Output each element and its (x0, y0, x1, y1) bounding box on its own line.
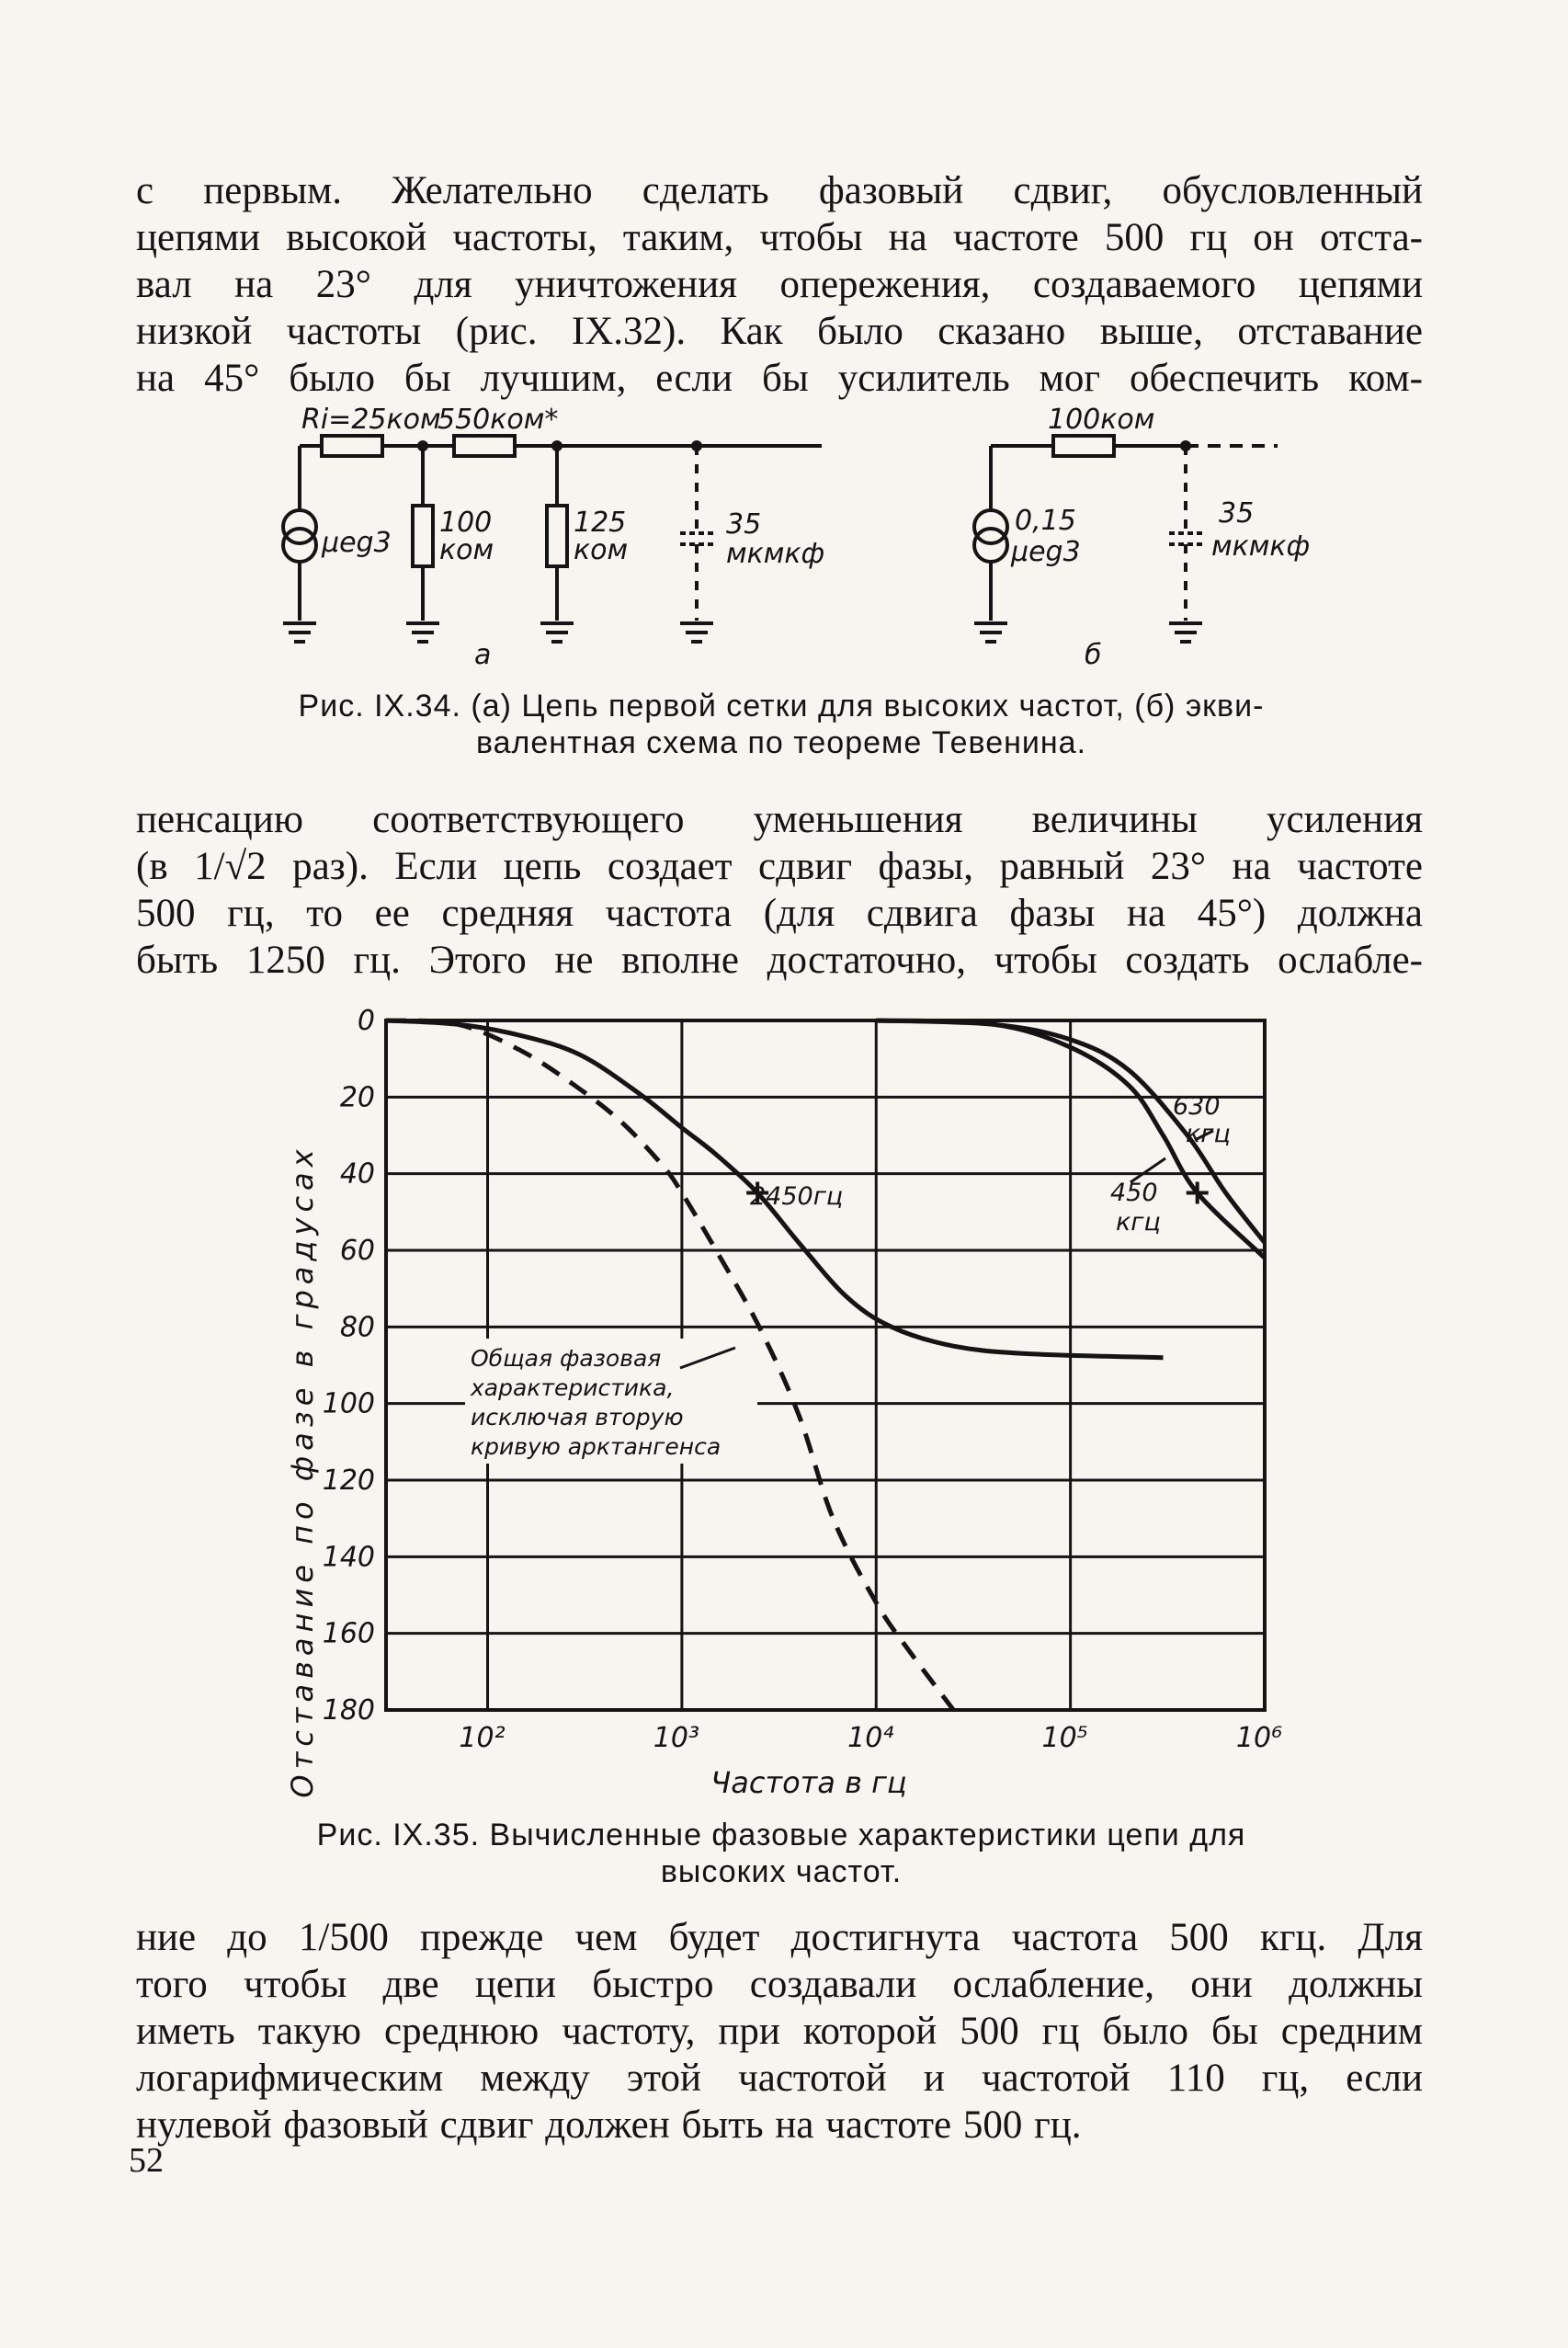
label-r2-unit: ком (574, 534, 629, 566)
figure-ix35-chart (0, 984, 1568, 1811)
annotation-630-unit: кгц (1186, 1120, 1231, 1148)
text-line: быть 1250 гц. Этого не вполне достаточно, чтобы создать ослабле- (136, 939, 1423, 982)
text-line: нулевой фазовый сдвиг должен быть на частоте 500 гц. (136, 2103, 1082, 2147)
note-line: Общая фазовая (471, 1345, 662, 1372)
label-r-series-a: 550ком* (437, 404, 559, 436)
y-tick-label: 0 (357, 1005, 375, 1037)
x-tick-label: 10⁶ (1235, 1722, 1283, 1754)
x-tick-label: 10⁴ (847, 1722, 894, 1754)
label-r2-value: 125 (574, 507, 627, 539)
text-line: на 45° было бы лучшим, если бы усилитель мог обеспечить ком- (136, 357, 1423, 400)
annotation-2450: 2450гц (750, 1182, 844, 1211)
label-source-coef-b: 0,15 (1015, 505, 1076, 537)
y-tick-label: 80 (339, 1311, 375, 1344)
note-line: исключая вторую (471, 1404, 684, 1430)
paragraph-1 (136, 167, 1423, 402)
annotation-450-unit: кгц (1116, 1208, 1161, 1237)
label-ri: Ri=25ком (301, 404, 441, 436)
annotation-630-value: 630 (1173, 1092, 1221, 1121)
text-line: ние до 1/500 прежде чем будет достигнута частота 500 кгц. Для (136, 1916, 1423, 1959)
label-r1-unit: ком (439, 534, 494, 566)
ground-symbols-a (283, 623, 713, 642)
note-line: характеристика, (471, 1374, 675, 1401)
label-b: б (1085, 639, 1102, 671)
label-r-series-b: 100ком (1048, 404, 1155, 436)
y-tick-label: 100 (322, 1387, 375, 1420)
note-line: кривую арктангенса (471, 1433, 722, 1460)
label-c-value-a: 35 (726, 508, 762, 541)
label-c-unit-a: мкмкф (726, 538, 825, 570)
paragraph-2 (136, 796, 1423, 984)
x-axis-label: Частота в гц (710, 1765, 907, 1800)
y-tick-label: 140 (322, 1541, 375, 1574)
label-source-a: μeg3 (322, 527, 392, 559)
text-line: (в 1/√2 раз). Если цепь создает сдвиг фазы, равный 23° на частоте (136, 845, 1423, 888)
x-tick-label: 10³ (653, 1722, 699, 1754)
text-line: иметь такую среднюю частоту, при которой 500 гц было бы средним (136, 2010, 1423, 2053)
text-line: логарифмическим между этой частотой и частотой 110 гц, если (136, 2057, 1423, 2100)
label-r1-value: 100 (439, 507, 493, 539)
x-tick-label: 10² (459, 1722, 506, 1754)
paragraph-3 (136, 1914, 1423, 2149)
y-axis-label: Отставание по фазе в градусах (285, 1144, 320, 1798)
y-tick-labels (323, 1005, 375, 1727)
caption-line: Рис. IX.35. Вычисленные фазовые характеристики цепи для (316, 1818, 1246, 1852)
page-number: 52 (129, 2141, 164, 2180)
annotation-450-value: 450 (1110, 1179, 1158, 1207)
y-tick-label: 120 (322, 1465, 375, 1497)
label-a: а (474, 639, 492, 671)
y-tick-label: 20 (339, 1081, 375, 1114)
y-tick-label: 40 (339, 1157, 375, 1191)
text-line: с первым. Желательно сделать фазовый сдвиг, обусловленный (136, 169, 1423, 212)
y-tick-label: 160 (322, 1617, 375, 1650)
text-line: пенсацию соответствующего уменьшения величины усиления (136, 798, 1423, 841)
label-source-b: μeg3 (1011, 536, 1081, 568)
text-line: цепями высокой частоты, таким, чтобы на частоте 500 гц он отста- (136, 216, 1423, 259)
text-line: 500 гц, то ее средняя частота (для сдвига фазы на 45°) должна (136, 892, 1423, 935)
figure-ix34-circuits (0, 395, 1568, 690)
label-c-value-b: 35 (1219, 497, 1255, 530)
y-tick-label: 60 (339, 1235, 375, 1267)
label-c-unit-b: мкмкф (1211, 530, 1311, 563)
text-line: вал на 23° для уничтожения опережения, создаваемого цепями (136, 263, 1423, 306)
caption-line: валентная схема по теореме Тевенина. (475, 725, 1087, 760)
x-tick-label: 10⁵ (1041, 1722, 1088, 1754)
y-tick-label: 180 (322, 1694, 375, 1727)
caption-line: Рис. IX.34. (а) Цепь первой сетки для высоких частот, (б) экви- (298, 689, 1265, 724)
text-line: того чтобы две цепи быстро создавали ослабление, они должны (136, 1963, 1423, 2006)
figure-ix35-caption (276, 1817, 1287, 1890)
caption-line: высоких частот. (660, 1854, 903, 1889)
text-line: низкой частоты (рис. IX.32). Как было сказано выше, отставание (136, 310, 1423, 353)
x-tick-labels (459, 1722, 1282, 1754)
figure-ix34-caption (230, 688, 1333, 761)
